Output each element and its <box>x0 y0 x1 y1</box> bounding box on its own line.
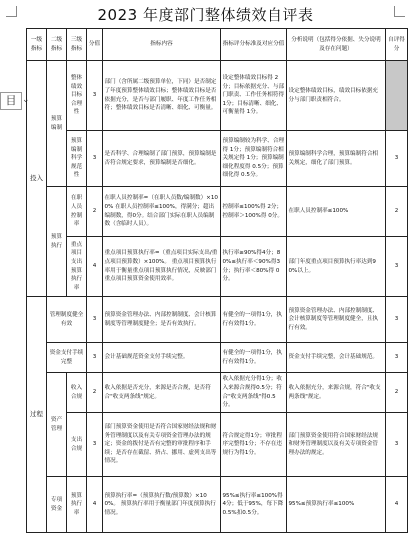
level1-input: 投入 <box>27 61 47 297</box>
table-row <box>27 477 408 533</box>
level2-assets: 资产管理 <box>47 373 67 477</box>
self-score-cell <box>386 61 408 131</box>
table-row <box>27 61 408 131</box>
level2-budget-exec: 预算执行 <box>47 187 67 297</box>
standard-cell: 95%≤执行率≤100%得4分；低于95%，每下降0.5%扣0.5分。 <box>221 477 287 533</box>
standard-cell: 执行率≥90%得4分；80%≤执行率＜90%得3分；执行率＜80%得 0分。 <box>221 237 287 297</box>
level1-process: 过程 <box>27 297 47 533</box>
self-score-cell: 3 <box>386 343 408 373</box>
header-score: 分值 <box>87 29 103 61</box>
content-cell: 收入依据是否充分，来源是否合规，是否符合"收支两条线"规定。 <box>103 373 221 413</box>
analysis-cell: 95%≤预算执行率≤100% <box>287 477 386 533</box>
level3-cell: 支出合规 <box>67 413 87 477</box>
standard-cell: 有健全的一项得1分，执行有效得1分。 <box>221 343 287 373</box>
chevron-down-icon[interactable]: ⌄ <box>22 95 30 105</box>
table-row <box>27 187 408 237</box>
level2-mgmt-system: 管理制度健全有效 <box>47 297 87 343</box>
header-analysis: 分析说明（包括得分依据、失分说明及存在问题） <box>287 29 386 61</box>
standard-cell: 控制率≤100%得 2分；控制率＞100%得 0分。 <box>221 187 287 237</box>
score-cell: 3 <box>87 413 103 477</box>
content-cell: 部门（含所属二级预算单位，下同）是否制定了年度预算整体绩效目标；整体绩效目标是否依据充分，是否与部门履职、年度工作任务相符；整体绩效目标是否清晰、细化、可衡量。 <box>103 61 221 131</box>
self-score-cell: 3 <box>386 413 408 477</box>
side-toolbar-button[interactable]: 目 <box>0 92 22 110</box>
header-content: 指标内容 <box>103 29 221 61</box>
table-row <box>27 343 408 373</box>
score-cell: 2 <box>87 373 103 413</box>
table-row <box>27 237 408 297</box>
standard-cell: 收入依据充分得1分；收入来源合规得0.5分；符合"收支两条线"得0.5分。 <box>221 373 287 413</box>
score-cell: 3 <box>87 61 103 131</box>
score-cell: 3 <box>87 297 103 343</box>
level3-cell: 预算执行率 <box>67 477 87 533</box>
level2-budget-prep: 预算编制 <box>47 61 67 187</box>
self-score-cell: 2 <box>386 373 408 413</box>
header-level1: 一级指标 <box>27 29 47 61</box>
document-title: 2023 年度部门整体绩效自评表 <box>97 6 314 24</box>
standard-cell: 有健全的一项得1分，执行有效得1分。 <box>221 297 287 343</box>
analysis-cell: 设定整体绩效目标，绩效目标依据充分与部门职责相符合。 <box>287 61 386 131</box>
table-row <box>27 373 408 413</box>
score-cell: 4 <box>87 477 103 533</box>
level3-cell: 在职人员控制率 <box>67 187 87 237</box>
header-standard: 指标评分标准及对应分值 <box>221 29 287 61</box>
self-score-cell: 2 <box>386 187 408 237</box>
analysis-cell: 部门年度重点项目预算执行率达到90%以上。 <box>287 237 386 297</box>
content-cell: 在职人员控制率=（在职人员数/编制数）×100% 在职人员控制率≤100%，得满分；超出编制数，得0分。结合部门实际在职人员编制数（含临时人员）。 <box>103 187 221 237</box>
header-level3: 三级指标 <box>67 29 87 61</box>
level3-cell: 重点项目支出预算执行率 <box>67 237 87 297</box>
content-cell: 会计基础规范资金支付手续完整。 <box>103 343 221 373</box>
score-cell: 2 <box>87 187 103 237</box>
table-row <box>27 297 408 343</box>
content-cell: 预算执行率=（预算执行数/预算数）×100%。 预算执行率用于衡量部门年度预算执行情况。 <box>103 477 221 533</box>
table-header-row <box>27 29 408 61</box>
analysis-cell: 在职人员控制率≤100% <box>287 187 386 237</box>
performance-assessment-table <box>26 28 408 533</box>
analysis-cell: 资金支付手续完整，会计基础规范。 <box>287 343 386 373</box>
standard-cell: 符合规定得1分；审批程序完整得1分；不存在违规行为得1分。 <box>221 413 287 477</box>
self-score-cell: 3 <box>386 237 408 297</box>
content-cell: 预算资金管理办法、内部控制制度、会计核算制度等管理制度健全；是否有效执行。 <box>103 297 221 343</box>
level2-fund-docs: 资金支付手续完整 <box>47 343 87 373</box>
header-self-score: 自评得分 <box>386 29 408 61</box>
self-score-cell: 4 <box>386 477 408 533</box>
level3-cell: 收入合规 <box>67 373 87 413</box>
self-score-cell: 3 <box>386 131 408 187</box>
content-cell: 部门预算资金使用是否符合国家财经法规和财务管理制度以及有关专项资金管理办法的规定；资金的拨付是否有完整的审批程序和手续；是否存在截留、挤占、挪用、虚列支出等情况。 <box>103 413 221 477</box>
table-row <box>27 413 408 477</box>
level3-cell: 整体绩效目标合理性 <box>67 61 87 131</box>
content-cell: 重点项目预算执行率=（重点项目实际支出/重点项目预算数）×100%。 重点项目预算执行率用于衡量重点项目预算执行情况，反映部门重点项目预算资金使用效率。 <box>103 237 221 297</box>
analysis-cell: 收入依据充分，来源合规，符合"收支两条线"规定。 <box>287 373 386 413</box>
self-score-cell: 3 <box>386 297 408 343</box>
score-cell: 4 <box>87 237 103 297</box>
standard-cell: 预算编制较为科学、合理得 1分；预算编制符合相关规定得 1分；预算编制细化程度得 0.5分；预算细化得 0.5分。 <box>221 131 287 187</box>
level3-cell: 预算编制科学规范性 <box>67 131 87 187</box>
score-cell: 3 <box>87 131 103 187</box>
analysis-cell: 预算资金管理办法、内部控制制度、会计核算制度等管理制度健全，且执行有效。 <box>287 297 386 343</box>
header-level2: 二级指标 <box>47 29 67 61</box>
level2-special-funds: 专项资金 <box>47 477 67 533</box>
score-cell: 3 <box>87 343 103 373</box>
table-row <box>27 131 408 187</box>
analysis-cell: 预算编制科学合理，预算编制符合相关规定，细化了部门预算。 <box>287 131 386 187</box>
analysis-cell: 部门预算资金使用符合国家财经法规和财务管理制度以及有关专项资金管理办法的规定。 <box>287 413 386 477</box>
standard-cell: 设定整体绩效目标得 2分；目标依据充分、与部门职责、工作任务相符得 1分；目标清晰、细化、可衡量得 1分。 <box>221 61 287 131</box>
content-cell: 是否科学、合理编制了部门预算，预算编制是否符合规定要求，预算编制是否细化。 <box>103 131 221 187</box>
